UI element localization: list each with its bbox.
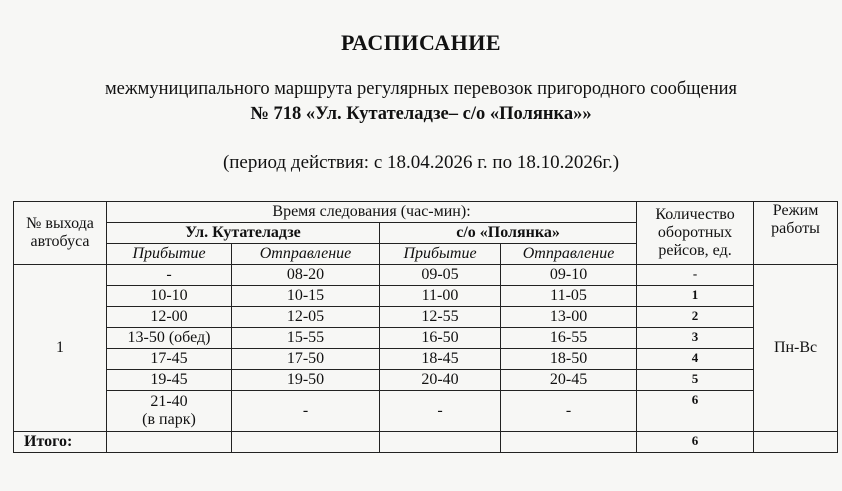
arrival-stop2-cell: 18-45 (380, 349, 501, 370)
arrival-stop2-cell: 16-50 (380, 328, 501, 349)
total-empty-cell (107, 432, 232, 453)
route-name: № 718 «Ул. Кутателадзе– с/о «Полянка»» (250, 104, 592, 124)
arrival-stop1-cell: 10-10 (107, 286, 232, 307)
travel-time-header: Время следования (час-мин): (107, 202, 637, 223)
arrival-stop2-cell: 11-00 (380, 286, 501, 307)
arrival-stop1-cell: 17-45 (107, 349, 232, 370)
arrival-stop2-cell: - (380, 391, 501, 432)
trips-cell: - (637, 265, 754, 286)
departure-stop1-cell: 15-55 (232, 328, 380, 349)
table-row (14, 349, 838, 370)
departure-stop1-cell: 08-20 (232, 265, 380, 286)
mode-cell: Пн-Вс (754, 265, 838, 432)
total-empty-cell (232, 432, 380, 453)
arrival-stop1-cell: 12-00 (107, 307, 232, 328)
stop-kutateladze-header: Ул. Кутателадзе (107, 223, 380, 244)
arrival-stop2-cell: 12-55 (380, 307, 501, 328)
departure-stop2-cell: 18-50 (501, 349, 637, 370)
arrival-stop1-cell (107, 391, 232, 432)
trips-cell: 5 (637, 370, 754, 391)
route-description: межмуниципального маршрута регулярных перевозок пригородного сообщения (104, 79, 738, 99)
bus-number-cell: 1 (14, 265, 107, 432)
departure-stop2-cell: 09-10 (501, 265, 637, 286)
validity-period: (период действия: с 18.04.2026 г. по 18.10.2026г.) (222, 152, 620, 173)
table-row (14, 265, 838, 286)
trips-cell: 2 (637, 307, 754, 328)
trips-header: Количество оборотных рейсов, ед. (637, 202, 754, 265)
departure-stop2-cell: 11-05 (501, 286, 637, 307)
total-row (14, 432, 838, 453)
total-empty-cell (754, 432, 838, 453)
arrival-note: (в парк) (142, 411, 196, 428)
departure-stop1-cell: 17-50 (232, 349, 380, 370)
arrival-stop1-cell: 13-50 (обед) (107, 328, 232, 349)
arrival-stop1-cell: 19-45 (107, 370, 232, 391)
arrival-stop2-cell: 20-40 (380, 370, 501, 391)
trips-cell: 1 (637, 286, 754, 307)
trips-cell: 3 (637, 328, 754, 349)
trips-cell: 6 (637, 391, 754, 432)
table-row (14, 307, 838, 328)
departure-stop2-cell: 13-00 (501, 307, 637, 328)
trips-cell: 4 (637, 349, 754, 370)
arrival-time: 21-40 (150, 393, 188, 410)
document-title: РАСПИСАНИЕ (340, 30, 502, 55)
mode-header: Режим работы (754, 202, 838, 265)
arrival-header-stop2: Прибытие (380, 244, 501, 265)
table-row (14, 286, 838, 307)
departure-stop1-cell: 12-05 (232, 307, 380, 328)
departure-stop1-cell: 19-50 (232, 370, 380, 391)
total-empty-cell (501, 432, 637, 453)
arrival-header-stop1: Прибытие (107, 244, 232, 265)
table-row (14, 391, 838, 432)
stop-polyanka-header: с/о «Полянка» (380, 223, 637, 244)
departure-stop2-cell: 20-45 (501, 370, 637, 391)
departure-stop1-cell: - (232, 391, 380, 432)
arrival-stop2-cell: 09-05 (380, 265, 501, 286)
bus-number-header: № выхода автобуса (14, 202, 107, 265)
departure-header-stop2: Отправление (501, 244, 637, 265)
total-label: Итого: (14, 432, 107, 453)
table-row (14, 370, 838, 391)
departure-header-stop1: Отправление (232, 244, 380, 265)
table-row (14, 328, 838, 349)
schedule-table (13, 201, 838, 453)
departure-stop2-cell: 16-55 (501, 328, 637, 349)
total-empty-cell (380, 432, 501, 453)
arrival-stop1-cell: - (107, 265, 232, 286)
total-trips-value: 6 (637, 432, 754, 453)
departure-stop2-cell: - (501, 391, 637, 432)
departure-stop1-cell: 10-15 (232, 286, 380, 307)
